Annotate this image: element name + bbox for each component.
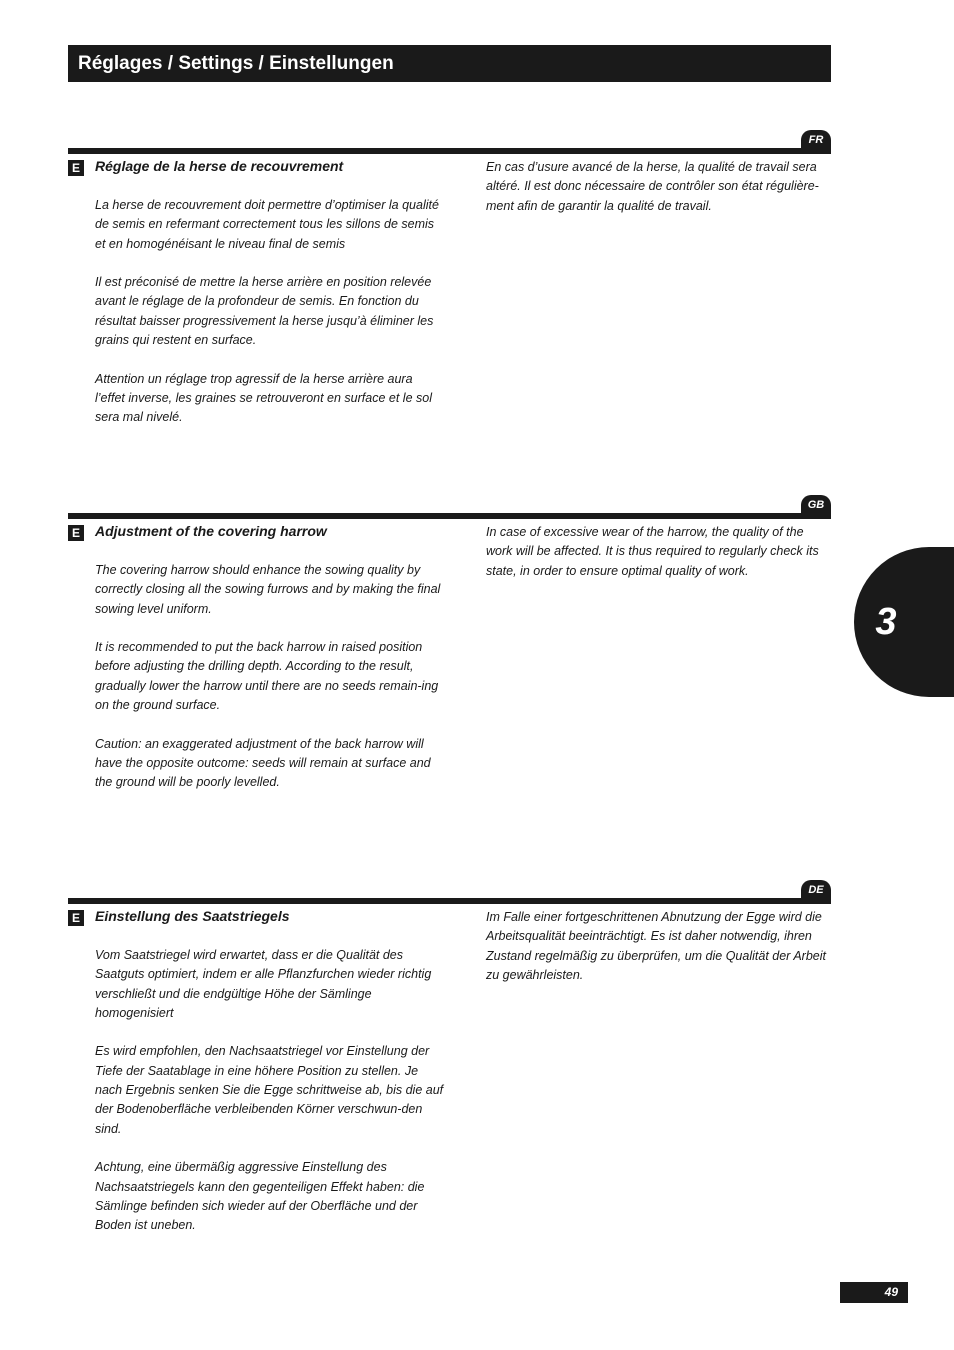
section-marker: E — [68, 525, 84, 541]
language-tab-de: DE — [801, 880, 831, 900]
section-divider — [68, 898, 831, 904]
paragraph: The covering harrow should enhance the sowing quality by correctly closing all the sowing furrows and by making the final sowing level uniform. — [95, 563, 441, 616]
section-right-column: In case of excessive wear of the harrow, the quality of the work will be affected. It is thus required to regularly check its state, in order to ensure optimal quality of work. — [486, 525, 819, 578]
chapter-number: 3 — [875, 601, 897, 643]
section-right-column: Im Falle einer fortgeschrittenen Abnutzung der Egge wird die Arbeitsqualität beeinträchtigt. Es ist daher notwendig, ihren Zustand regelmäßig zu überprüfen, um die Qualität der Arbeit zu gewährleisten. — [486, 910, 826, 982]
paragraph: Vom Saatstriegel wird erwartet, dass er die Qualität des Saatguts optimiert, indem er alle Pflanzfurchen wieder richtig verschließt und die endgültige Höhe der Sämlinge homogenisiert — [95, 948, 432, 1020]
page-header — [68, 45, 831, 82]
paragraph: Il est préconisé de mettre la herse arrière en position relevée avant le réglage de la profondeur de semis. En fonction du résultat baisser progressivement la herse jusqu’à éliminer les grains qui restent en surface. — [95, 275, 434, 348]
language-tab-fr: FR — [801, 130, 831, 150]
section-divider — [68, 513, 831, 519]
paragraph: Attention un réglage trop agressif de la herse arrière aura l’effet inverse, les graines se retrouveront en surface et le sol sera mal nivelé. — [95, 371, 432, 425]
section-left-column — [95, 561, 445, 812]
section-title: Einstellung des Saatstriegels — [95, 908, 290, 924]
paragraph: It is recommended to put the back harrow in raised position before adjusting the drilling depth. According to the result, gradually lower the harrow until there are no seeds remain-ing on the ground surface. — [95, 640, 439, 713]
section-marker: E — [68, 910, 84, 926]
page-header-title: Réglages / Settings / Einstellungen — [78, 53, 394, 74]
section-divider — [68, 148, 831, 154]
paragraph: Es wird empfohlen, den Nachsaatstriegel vor Einstellung der Tiefe der Saatablage in eine höhere Position zu stellen. Je nach Ergebnis senken Sie die Egge schrittweise ab, bis die auf der Bodenoberfläche verbleibenden Körner verschwun-den sind. — [95, 1044, 444, 1136]
section-left-column — [95, 196, 445, 447]
language-tab-gb: GB — [801, 495, 831, 515]
section-title: Adjustment of the covering harrow — [95, 523, 327, 539]
section-marker: E — [68, 160, 84, 176]
section-title: Réglage de la herse de recouvrement — [95, 158, 344, 174]
paragraph: Caution: an exaggerated adjustment of the back harrow will have the opposite outcome: seeds will remain at surface and the ground will be poorly levelled. — [95, 736, 431, 790]
section-right-column: En cas d’usure avancé de la herse, la qualité de travail sera altéré. Il est donc nécessaire de contrôler son état régulière-ment afin de garantir la qualité de travail. — [486, 160, 819, 213]
paragraph: La herse de recouvrement doit permettre d’optimiser la qualité de semis en refermant correctement tous les sillons de semis et en homogénéisant le niveau final de semis — [95, 198, 439, 251]
paragraph: Achtung, eine übermäßig aggressive Einstellung des Nachsaatstriegels kann den gegenteiligen Effekt haben: die Sämlinge befinden sich wieder auf der Oberfläche und der Boden ist uneben. — [95, 1160, 425, 1233]
page-number: 49 — [840, 1282, 908, 1303]
section-left-column — [95, 946, 445, 1255]
chapter-tab — [854, 547, 954, 697]
